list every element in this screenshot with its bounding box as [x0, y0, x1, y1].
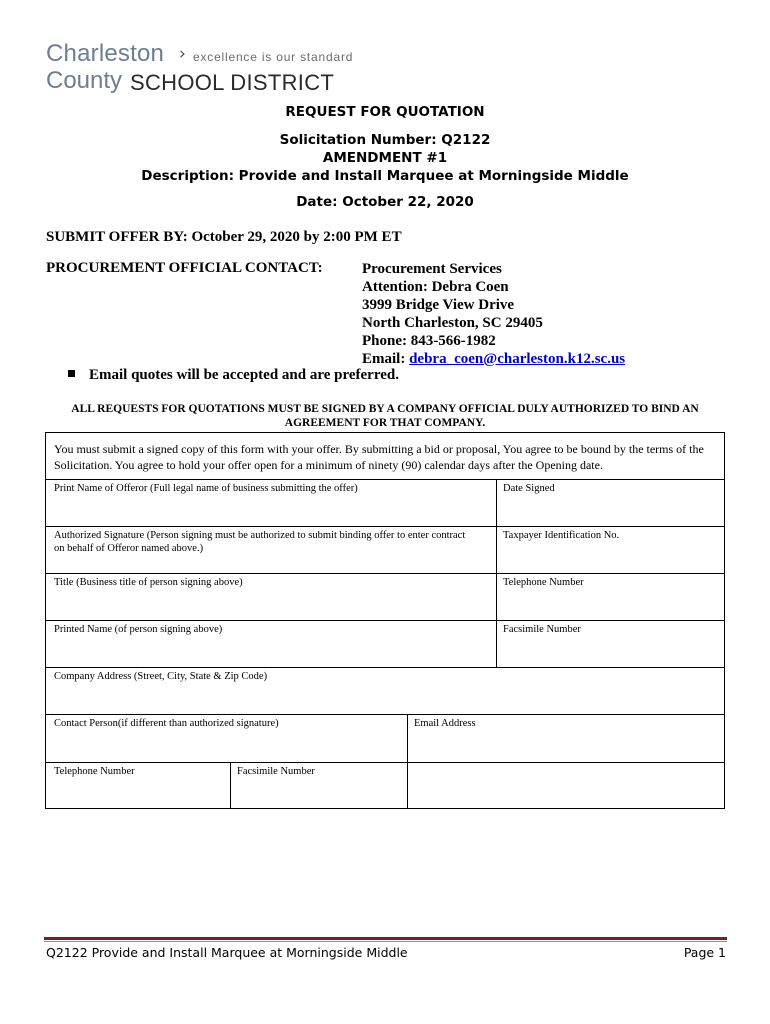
telephone-field[interactable]: Telephone Number [503, 577, 584, 588]
logo-county: County [46, 67, 123, 94]
divider [46, 667, 724, 668]
contact-line: 3999 Bridge View Drive [362, 297, 515, 313]
footer-title: Q2122 Provide and Install Marquee at Morningside Middle [46, 945, 408, 960]
divider [46, 714, 724, 715]
bullet-icon [68, 370, 75, 377]
authorization-notice: ALL REQUESTS FOR QUOTATIONS MUST BE SIGNED BY A COMPANY OFFICIAL DULY AUTHORIZED TO BIND AN AGREEMENT FOR THAT COMPANY. [71, 403, 699, 429]
contact-phone: Phone: 843-566-1982 [362, 333, 496, 349]
solicitation-number: Solicitation Number: Q2122 [279, 132, 491, 148]
page-title: REQUEST FOR QUOTATION [285, 104, 485, 120]
divider [407, 714, 408, 809]
facsimile-field[interactable]: Facsimile Number [503, 624, 581, 635]
contact-email-row [362, 350, 625, 368]
document-date: Date: October 22, 2020 [296, 194, 474, 210]
footer-rule [44, 941, 727, 942]
contact-email-label: Email: [362, 351, 410, 367]
contact-line: North Charleston, SC 29405 [362, 315, 543, 331]
email-address-field[interactable]: Email Address [414, 718, 476, 729]
chevron-right-icon: › [179, 44, 186, 64]
description: Description: Provide and Install Marquee at Morningside Middle [141, 168, 629, 184]
amendment: AMENDMENT #1 [322, 150, 448, 166]
divider [46, 526, 724, 527]
page-number: Page 1 [683, 945, 726, 960]
logo-school-district: SCHOOL DISTRICT [130, 70, 335, 95]
divider [46, 762, 724, 763]
divider [46, 573, 724, 574]
contact-line: Attention: Debra Coen [362, 279, 509, 295]
contact-line: Procurement Services [362, 261, 502, 277]
submit-offer-by: SUBMIT OFFER BY: October 29, 2020 by 2:00 PM ET [46, 229, 402, 245]
print-name-field[interactable]: Print Name of Offeror (Full legal name of business submitting the offer) [54, 483, 358, 494]
taxpayer-id-field[interactable]: Taxpayer Identification No. [503, 530, 620, 541]
date-signed-field[interactable]: Date Signed [503, 483, 555, 494]
contact-email-link[interactable]: debra_coen@charleston.k12.sc.us [409, 351, 626, 367]
contact-label: PROCUREMENT OFFICIAL CONTACT: [46, 260, 323, 276]
form-intro: You must submit a signed copy of this form with your offer. By submitting a bid or proposal, You agree to be bound by the terms of the Solicitation. You agree to hold your offer open for a minimum of ninety (90) calendar days after the Opening date. [54, 442, 704, 472]
contact-person-field[interactable]: Contact Person(if different than authorized signature) [54, 718, 279, 729]
authorized-signature-field[interactable]: Authorized Signature (Person signing must be authorized to submit binding offer to enter contract on behalf of Offeror named above.) [54, 530, 466, 554]
printed-name-field[interactable]: Printed Name (of person signing above) [54, 624, 223, 635]
divider [496, 479, 497, 667]
logo-tagline: excellence is our standard [193, 50, 354, 64]
district-logo [46, 40, 356, 100]
logo-charleston: Charleston [46, 40, 165, 67]
contact-telephone-field[interactable]: Telephone Number [54, 766, 135, 777]
title-field[interactable]: Title (Business title of person signing above) [54, 577, 243, 588]
company-address-field[interactable]: Company Address (Street, City, State & Zip Code) [54, 671, 268, 682]
divider [46, 479, 724, 480]
divider [46, 620, 724, 621]
divider [230, 762, 231, 809]
footer-rule [44, 937, 727, 940]
contact-facsimile-field[interactable]: Facsimile Number [237, 766, 315, 777]
email-note [68, 367, 399, 384]
contact-block [362, 260, 625, 368]
email-note-text: Email quotes will be accepted and are preferred. [89, 367, 399, 383]
offeror-form [45, 432, 725, 809]
